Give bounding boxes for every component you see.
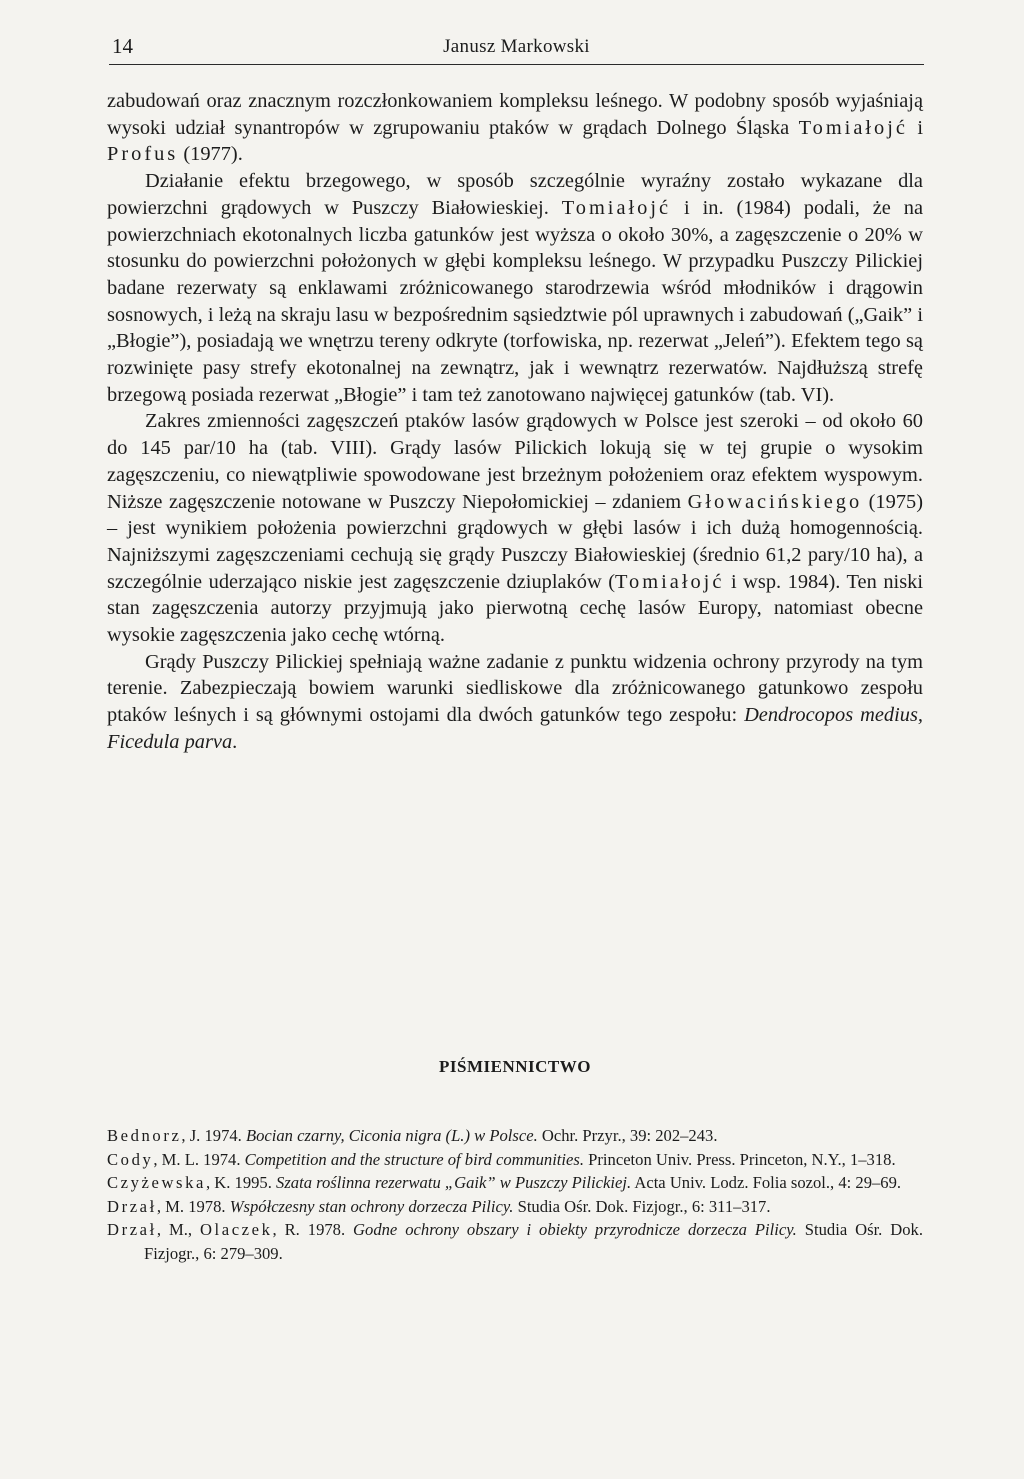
spaced-author-name: Tomiałojć [798,116,908,139]
reference-entry [107,1124,923,1148]
spaced-author-name: Głowacińskiego [687,490,863,513]
page-number: 14 [112,34,133,58]
text-run: , K. 1995. [205,1173,277,1193]
text-run: , M. 1978. [156,1196,230,1216]
italic-title: Godne ochrony obszary i obiekty przyrodnicze dorzecza Pilicy. [353,1220,797,1240]
references-list [107,1124,923,1266]
spaced-author-name: Tomiałojć [561,196,672,219]
reference-author: Cody [107,1149,154,1169]
reference-entry [107,1195,923,1219]
reference-entry [107,1218,923,1265]
italic-title: Competition and the structure of bird communities. [244,1149,585,1169]
text-run: Działanie efektu brzegowego, w sposób szczególnie wyraźny zostało wykazane dla powierzchni grądowych w Puszczy Białowieskiej. [107,170,923,219]
spaced-author-name: Tomiałojć [615,570,725,593]
italic-title: Współczesny stan ochrony dorzecza Pilicy. [229,1196,514,1216]
paragraph [107,408,923,648]
text-run: i [907,116,924,139]
text-run: Studia Ośr. Dok. Fizjogr., 6: 311–317. [513,1196,771,1216]
reference-author: Bednorz [107,1126,182,1145]
text-run: , R. 1978. [272,1220,354,1240]
spaced-author-name: Profus [107,143,179,166]
reference-author: Olaczek [199,1220,273,1240]
text-run: i wsp. 1984). Ten niski stan zagęszczenia autorzy przyjmują jako pierwotną cechę lasów Europy, natomiast obecne wysokie zagęszczenia jako cechę wtórną. [107,570,923,647]
text-run: , M., [156,1220,200,1240]
references-heading: PIŚMIENNICTWO [439,1057,591,1076]
text-run: . [232,730,238,753]
italic-title: Bocian czarny, Ciconia nigra (L.) w Polsce. [245,1126,538,1145]
text-run: Princeton Univ. Press. Princeton, N.Y., 1–318. [584,1149,896,1169]
text-run: (1977). [178,143,243,166]
reference-author: Czyżewska [107,1173,206,1193]
text-run: Acta Univ. Lodz. Folia sozol., 4: 29–69. [631,1173,902,1193]
text-run: zabudowań oraz znacznym rozczłonkowaniem kompleksu leśnego. W podobny sposób wyjaśniają wysoki udział synantropów w zgrupowaniu ptaków w grądach Dolnego Śląska [107,90,923,139]
italic-title: Szata roślinna rezerwatu „Gaik” w Puszczy Pilickiej. [276,1173,632,1193]
text-run: Grądy Puszczy Pilickiej spełniają ważne zadanie z punktu widzenia ochrony przyrody na tym terenie. Zabezpieczają bowiem warunki siedliskowe dla zróżnicowanego gatunkowo zespołu ptaków leśnych i są głównymi ostojami dla dwóch gatunków tego zespołu: [107,650,923,727]
paragraph [107,88,923,168]
text-run: (1975) – jest wynikiem położenia powierzchni grądowych w głębi lasów i ich dużą homogennością. Najniższymi zagęszczeniami cechują się grądy Puszczy Białowieskiej (średnio 61,2 pary/10 ha), a szczególnie uderzająco niskie jest zagęszczenie dziuplaków ( [107,490,923,593]
reference-entry [107,1171,923,1195]
body-text [107,88,923,756]
italic-title: Dendrocopos medius, Ficedula parva [107,704,924,753]
text-run: Studia Ośr. Dok. Fizjogr., 6: 279–309. [144,1220,923,1263]
paragraph [107,649,923,756]
reference-entry [107,1148,923,1172]
reference-author: Drzał [107,1220,157,1240]
reference-author: Drzał [107,1196,157,1216]
text-run: Zakres zmienności zagęszczeń ptaków lasów grądowych w Polsce jest szeroki – od około 60 do 145 par/10 ha (tab. VIII). Grądy lasów Pilickich lokują się w tej grupie o wysokim zagęszczeniu, co niewątpliwie spowodowane jest brzeżnym położeniem oraz efektem wyspowym. Niższe zagęszczenie notowane w Puszczy Niepołomickiej – zdaniem [107,410,923,513]
paragraph [107,168,923,408]
text-run: , M. L. 1974. [153,1149,245,1169]
text-run: , J. 1974. [181,1126,246,1145]
running-header [109,32,924,65]
text-run: Ochr. Przyr., 39: 202–243. [537,1126,718,1145]
text-run: i in. (1984) podali, że na powierzchniach ekotonalnych liczba gatunków jest wyższa o około 30%, a zagęszczenie o 20% w stosunku do powierzchni położonych w głębi kompleksu leśnego. W przypadku Puszczy Pilickiej badane rezerwaty są enklawami zróżnicowanego starodrzewia wśród młodników i drągowin sosnowych, i leżą na skraju lasu w bezpośrednim sąsiedztwie pól uprawnych i zabudowań („Gaik” i „Błogie”), posiadają we wnętrzu tereny odkryte (torfowiska, np. rezerwat „Jeleń”). Efektem tego są rozwinięte pasy strefy ekotonalnej na zewnątrz, jak i wewnątrz rezerwatów. Najdłuższą strefę brzegową posiada rezerwat „Błogie” i tam też zanotowano najwięcej gatunków (tab. VI). [107,196,923,406]
running-header-author: Janusz Markowski [443,36,590,57]
